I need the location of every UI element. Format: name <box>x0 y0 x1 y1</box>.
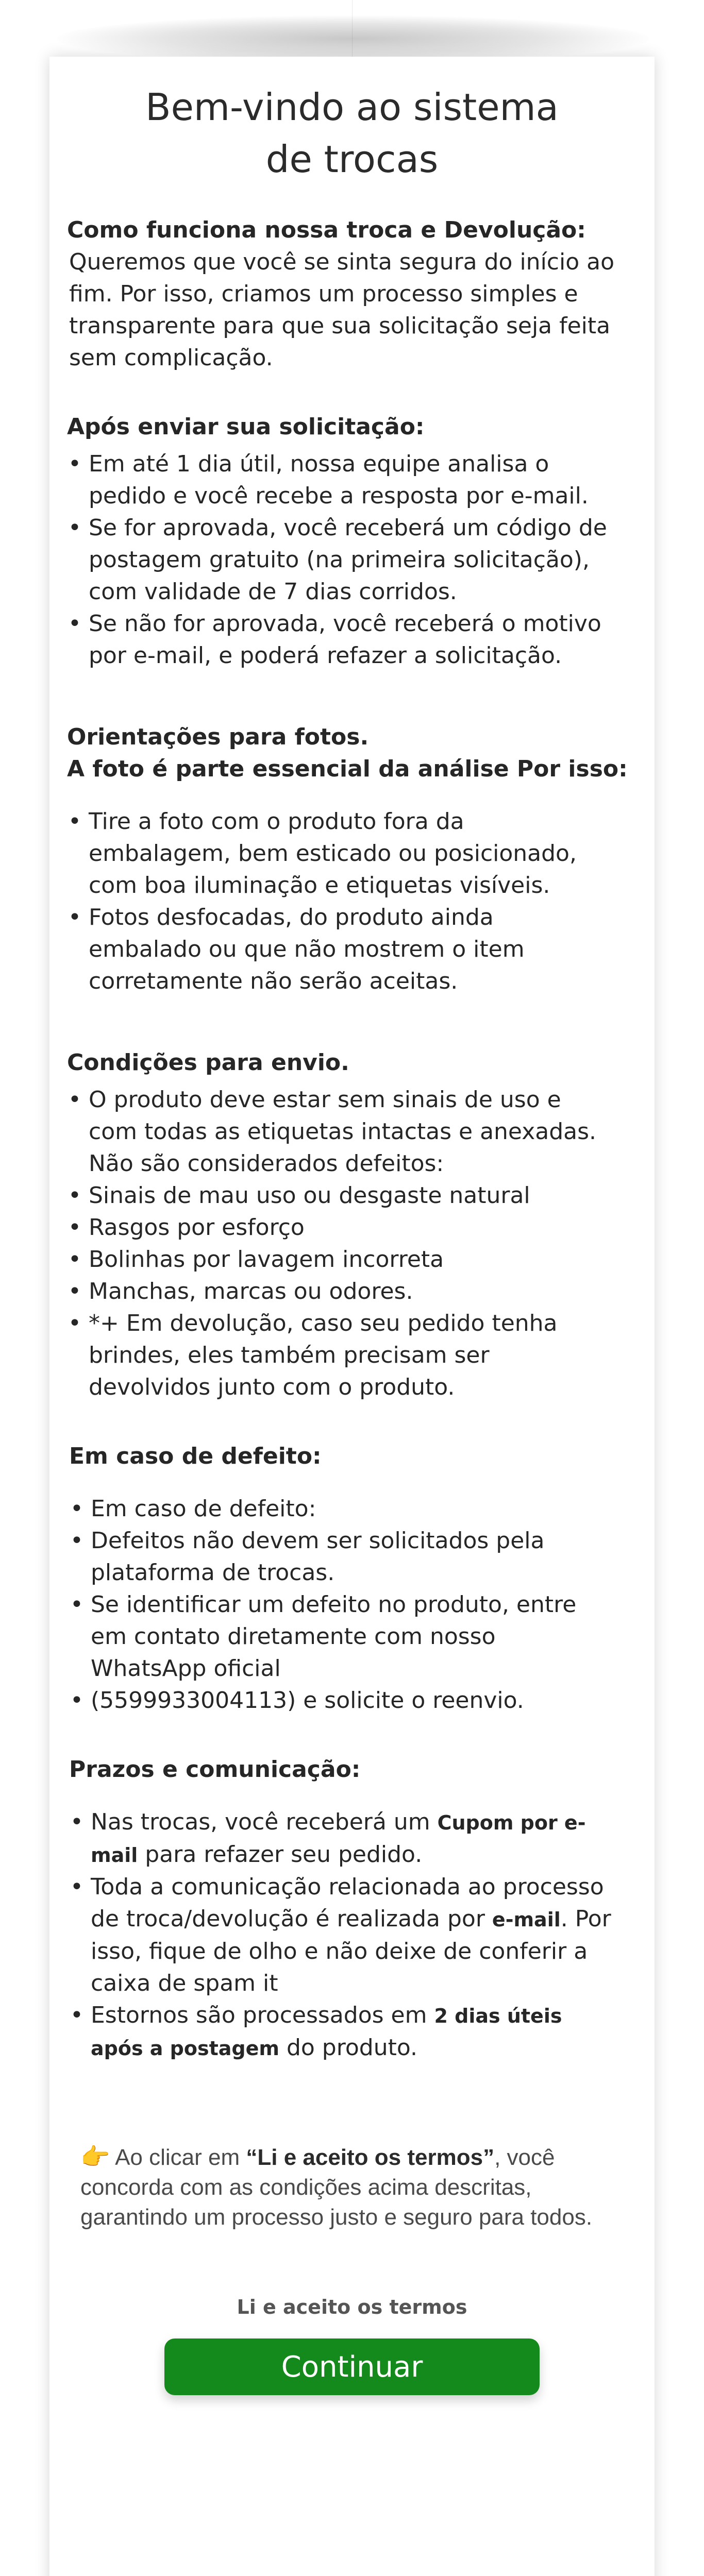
list-item <box>69 1806 615 1871</box>
section-heading: Como funciona nossa troca e Devolução: <box>67 216 586 243</box>
list-item: • Defeitos não devem ser solicitados pela plataforma de trocas. <box>69 1525 615 1589</box>
item-text: do produto. <box>279 2034 417 2061</box>
accept-terms-link[interactable]: Li e aceito os termos <box>237 2295 467 2318</box>
terms-notice <box>80 2142 627 2232</box>
email-highlight: e-mail <box>492 1908 561 1931</box>
bullet-list <box>67 806 613 997</box>
bullet-list <box>69 1493 615 1717</box>
section-photos <box>67 721 639 997</box>
list-item: • Se não for aprovada, você receberá o motivo por e-mail, e poderá refazer a solicitação. <box>67 608 613 672</box>
coupon-highlight: Cupom por e-mail <box>91 1811 586 1867</box>
list-item: • (5599933004113) e solicite o reenvio. <box>69 1685 615 1717</box>
section-heading: Prazos e comunicação: <box>69 1756 361 1783</box>
list-item: • Fotos desfocadas, do produto ainda embalado ou que não mostrem o item corretamente não serão aceitas. <box>67 902 613 997</box>
top-shadow <box>57 15 649 62</box>
notice-text: Ao clicar em <box>110 2144 246 2170</box>
pointing-hand-icon: 👉 <box>80 2143 110 2170</box>
section-text: Queremos que você se sinta segura do início ao fim. Por isso, criamos um processo simples e transparente para que sua solicitação seja feita sem complicação. <box>69 248 614 371</box>
list-item <box>69 1999 615 2064</box>
item-text: Estornos são processados em <box>91 2002 434 2028</box>
continue-button[interactable]: Continuar <box>164 2338 540 2395</box>
section-heading: Condições para envio. <box>67 1049 349 1076</box>
section-after-request <box>67 411 639 672</box>
section-how-it-works <box>67 214 639 374</box>
section-heading: Orientações para fotos. <box>67 723 369 750</box>
item-text: Toda a comunicação relacionada ao processo de troca/devolução é realizada por <box>91 1873 604 1932</box>
list-item: • Em até 1 dia útil, nossa equipe analisa o pedido e você recebe a resposta por e-mail. <box>67 448 613 512</box>
item-text: Nas trocas, você receberá um <box>91 1808 438 1835</box>
item-text: para refazer seu pedido. <box>138 1841 423 1868</box>
list-item: • Se identificar um defeito no produto, entre em contato diretamente com nosso WhatsApp oficial <box>69 1589 615 1685</box>
list-item: • Rasgos por esforço <box>67 1212 613 1244</box>
section-heading: Em caso de defeito: <box>69 1443 322 1469</box>
section-subheading: A foto é parte essencial da análise Por isso: <box>67 755 628 782</box>
section-deadlines <box>69 1754 639 2064</box>
list-item: • O produto deve estar sem sinais de uso e com todas as etiquetas intactas e anexadas. Não são considerados defeitos: <box>67 1084 613 1180</box>
section-shipping-conditions <box>67 1047 639 1403</box>
list-item: • Tire a foto com o produto fora da embalagem, bem esticado ou posicionado, com boa iluminação e etiquetas visíveis. <box>67 806 613 902</box>
bullet-list <box>67 1084 613 1403</box>
section-defect <box>69 1440 639 1717</box>
notice-terms-highlight: “Li e aceito os termos” <box>246 2144 495 2170</box>
terms-card <box>49 57 655 2576</box>
notice-text: , você concorda com as condições acima descritas, garantindo um processo justo e seguro para todos. <box>80 2144 593 2230</box>
list-item: • Em caso de defeito: <box>69 1493 615 1525</box>
section-heading: Após enviar sua solicitação: <box>67 413 425 440</box>
list-item: • Bolinhas por lavagem incorreta <box>67 1244 613 1276</box>
list-item <box>69 1871 615 1999</box>
page-title: Bem-vindo ao sistema de trocas <box>145 86 559 181</box>
list-item: • Sinais de mau uso ou desgaste natural <box>67 1180 613 1212</box>
list-item: • Manchas, marcas ou odores. <box>67 1276 613 1308</box>
list-item: • *+ Em devolução, caso seu pedido tenha brindes, eles também precisam ser devolvidos junto com o produto. <box>67 1308 613 1403</box>
bullet-list <box>69 1806 615 2064</box>
item-text: . Por isso, fique de olho e não deixe de conferir a caixa de spam it <box>91 1905 611 1996</box>
refund-deadline-highlight: 2 dias úteis após a postagem <box>91 2004 562 2060</box>
bullet-list <box>67 448 613 672</box>
list-item: • Se for aprovada, você receberá um código de postagem gratuito (na primeira solicitação), com validade de 7 dias corridos. <box>67 512 613 608</box>
